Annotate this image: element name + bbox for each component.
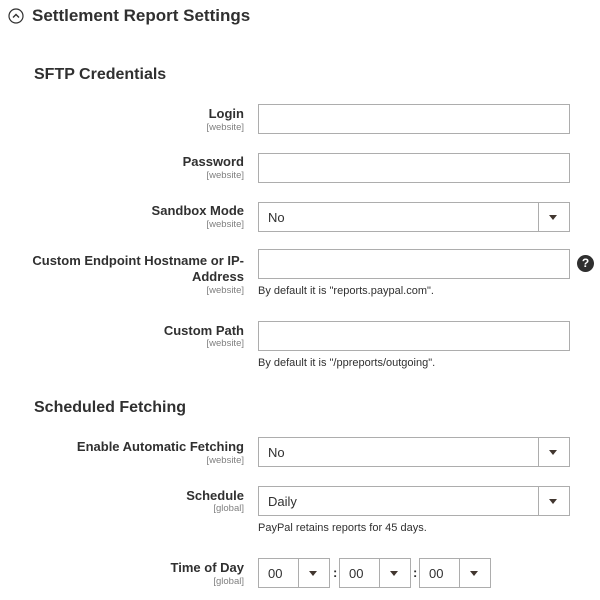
schedule-select[interactable] xyxy=(258,486,570,516)
enable-automatic-value: No xyxy=(268,445,285,460)
custom-endpoint-label-line2: Address xyxy=(191,269,244,284)
custom-path-input[interactable] xyxy=(258,321,570,351)
minute-value: 00 xyxy=(349,566,364,581)
minute-select[interactable] xyxy=(339,558,411,588)
time-of-day-scope: [global] xyxy=(213,576,244,587)
enable-automatic-label: Enable Automatic Fetching xyxy=(76,439,244,454)
schedule-value: Daily xyxy=(268,494,297,509)
custom-path-label: Custom Path xyxy=(163,323,244,338)
schedule-label: Schedule xyxy=(186,488,244,503)
caret-down-icon xyxy=(549,450,557,455)
time-separator: : xyxy=(333,565,338,580)
chevron-up-circle-icon[interactable] xyxy=(8,8,24,24)
custom-path-scope: [website] xyxy=(206,338,244,349)
time-of-day-label: Time of Day xyxy=(170,560,244,575)
custom-path-note: By default it is "/ppreports/outgoing". xyxy=(258,357,436,369)
second-select[interactable] xyxy=(419,558,491,588)
login-scope: [website] xyxy=(206,122,244,133)
schedule-note: PayPal retains reports for 45 days. xyxy=(258,522,427,534)
hour-select[interactable] xyxy=(258,558,330,588)
login-label: Login xyxy=(208,106,244,121)
sandbox-mode-select[interactable] xyxy=(258,202,570,232)
dropdown-arrow[interactable] xyxy=(459,559,490,587)
caret-down-icon xyxy=(470,571,478,576)
caret-down-icon xyxy=(309,571,317,576)
hour-value: 00 xyxy=(268,566,283,581)
sandbox-mode-value: No xyxy=(268,210,285,225)
schedule-scope: [global] xyxy=(213,503,244,514)
section-title: Settlement Report Settings xyxy=(32,6,251,25)
caret-down-icon xyxy=(390,571,398,576)
dropdown-arrow[interactable] xyxy=(298,559,329,587)
dropdown-arrow[interactable] xyxy=(538,438,569,466)
sandbox-mode-label: Sandbox Mode xyxy=(151,203,244,218)
caret-down-icon xyxy=(549,215,557,220)
password-label: Password xyxy=(182,154,244,169)
time-separator: : xyxy=(413,565,418,580)
enable-automatic-scope: [website] xyxy=(206,455,244,466)
sftp-group-title: SFTP Credentials xyxy=(34,66,167,83)
help-icon[interactable]: ? xyxy=(577,255,594,272)
section-header-toggle[interactable] xyxy=(8,4,250,28)
dropdown-arrow[interactable] xyxy=(379,559,410,587)
custom-endpoint-scope: [website] xyxy=(206,285,244,296)
custom-endpoint-input[interactable] xyxy=(258,249,570,279)
caret-down-icon xyxy=(549,499,557,504)
sandbox-mode-scope: [website] xyxy=(206,219,244,230)
custom-endpoint-note: By default it is "reports.paypal.com". xyxy=(258,285,434,297)
password-scope: [website] xyxy=(206,170,244,181)
login-input[interactable] xyxy=(258,104,570,134)
scheduled-group-title: Scheduled Fetching xyxy=(34,399,187,416)
second-value: 00 xyxy=(429,566,444,581)
password-input[interactable] xyxy=(258,153,570,183)
enable-automatic-select[interactable] xyxy=(258,437,570,467)
dropdown-arrow[interactable] xyxy=(538,203,569,231)
dropdown-arrow[interactable] xyxy=(538,487,569,515)
custom-endpoint-label-line1: Custom Endpoint Hostname or IP- xyxy=(32,253,244,268)
